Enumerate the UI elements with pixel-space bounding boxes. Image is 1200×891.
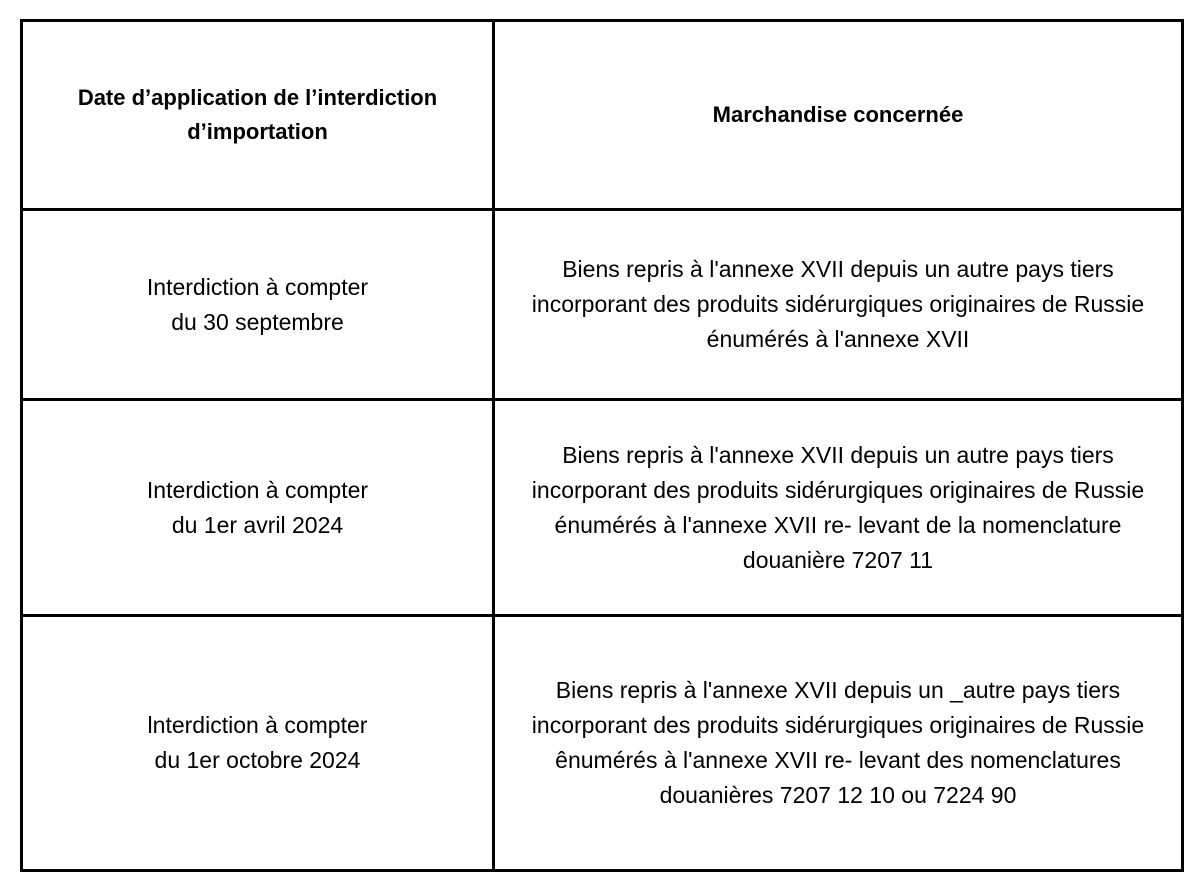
date-cell (22, 616, 494, 871)
goods-cell (494, 400, 1183, 616)
date-text: lnterdiction à compter du 1er octobre 2024 (147, 712, 368, 773)
header-date-label: Date d’application de l’interdiction d’importation (77, 85, 438, 144)
goods-cell (494, 210, 1183, 400)
header-goods-label: Marchandise concernée (712, 102, 964, 127)
date-text: Interdiction à compter du 1er avril 2024 (146, 476, 369, 538)
goods-text: Biens repris à l'annexe XVII depuis un autre pays tiers incorporant des produits sidérurgiques originaires de Russie énumérés à l'annexe XVII re- levant de la nomenclature douanière 7207 11 (531, 441, 1145, 573)
goods-text: Biens repris à l'annexe XVII depuis un _autre pays tiers incorporant des produits sidérurgiques originaires de Russie ênumérés à l'annexe XVII re- levant des nomenclatures douanières 7207 12 10 ou 7224 90 (531, 677, 1145, 808)
date-text: Interdiction à compter du 30 septembre (146, 273, 369, 335)
table-row (22, 400, 1183, 616)
date-cell (22, 210, 494, 400)
header-goods-cell (494, 21, 1183, 210)
goods-cell (494, 616, 1183, 871)
table-row (22, 210, 1183, 400)
header-date-cell (22, 21, 494, 210)
table-header-row (22, 21, 1183, 210)
goods-text: Biens repris à l'annexe XVII depuis un autre pays tiers incorporant des produits sidérurgiques originaires de Russie énumérés à l'annexe XVII (531, 256, 1145, 352)
import-ban-table (20, 19, 1184, 872)
date-cell (22, 400, 494, 616)
table-row (22, 616, 1183, 871)
